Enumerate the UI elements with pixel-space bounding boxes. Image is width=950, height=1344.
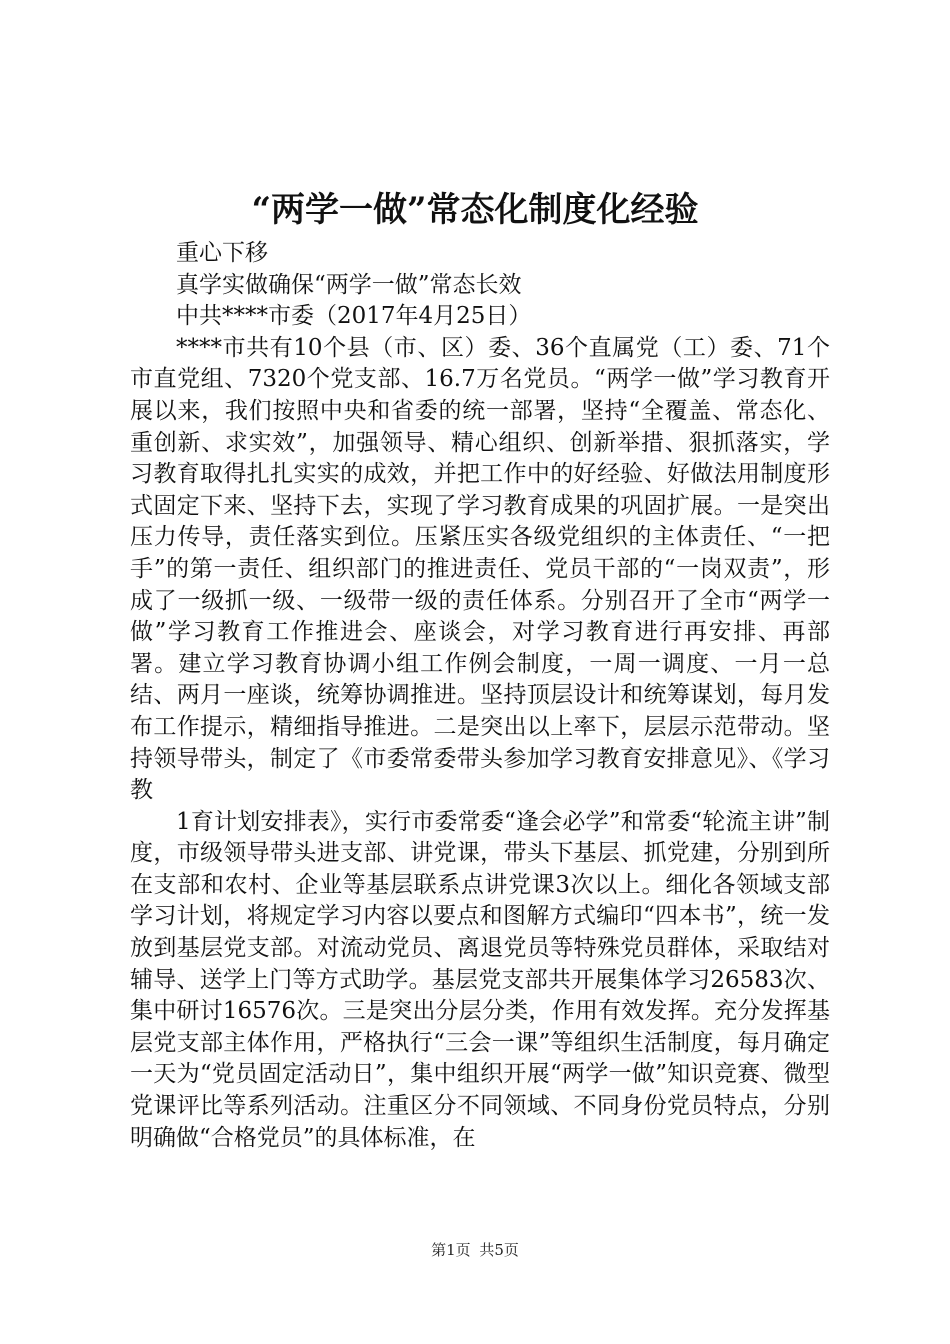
body-paragraph-1: ****市共有10个县（市、区）委、36个直属党（工）委、71个市直党组、7320个党支部、16.7万名党员。“两学一做”学习教育开展以来，我们按照中央和省委的统一部署，坚持“全覆盖、常态化、重创新、求实效”，加强领导、精心组织、创新举措、狠抓落实，学习教育取得扎扎实实的成效，并把工作中的好经验、好做法用制度形式固定下来、坚持下去，实现了学习教育成果的巩固扩展。一是突出压力传导，责任落实到位。压紧压实各级党组织的主体责任、“一把手”的第一责任、组织部门的推进责任、党员干部的“一岗双责”，形成了一级抓一级、一级带一级的责任体系。分别召开了全市“两学一做”学习教育工作推进会、座谈会，对学习教育进行再安排、再部署。建立学习教育协调小组工作例会制度，一周一调度、一月一总结、两月一座谈，统筹协调推进。坚持顶层设计和统筹谋划，每月发布工作提示，精细指导推进。二是突出以上率下，层层示范带动。坚持领导带头，制定了《市委常委带头参加学习教育安排意见》、《学习教 [130, 334, 830, 804]
body-paragraph-2: 1育计划安排表》，实行市委常委“逢会必学”和常委“轮流主讲”制度，市级领导带头进支部、讲党课，带头下基层、抓党建，分别到所在支部和农村、企业等基层联系点讲党课3次以上。细化各领域支部学习计划，将规定学习内容以要点和图解方式编印“四本书”，统一发放到基层党支部。对流动党员、离退党员等特殊党员群体，采取结对辅导、送学上门等方式助学。基层党支部共开展集体学习26583次、集中研讨16576次。三是突出分层分类，作用有效发挥。充分发挥基层党支部主体作用，严格执行“三会一课”等组织生活制度，每月确定一天为“党员固定活动日”，集中组织开展“两学一做”知识竞赛、微型党课评比等系列活动。注重区分不同领域、不同身份党员特点，分别明确做“合格党员”的具体标准，在 [130, 808, 830, 1151]
author-line: 中共****市委（2017年4月25日） [176, 303, 532, 330]
document-title: “两学一做”常态化制度化经验 [251, 190, 699, 230]
page-total: 共5页 [479, 1241, 519, 1259]
subheading-1: 重心下移 [176, 240, 268, 266]
document-body [130, 238, 830, 1154]
page-footer [0, 1240, 950, 1260]
page-number: 第1页 [431, 1241, 471, 1259]
subheading-2: 真学实做确保“两学一做”常态长效 [176, 271, 522, 298]
